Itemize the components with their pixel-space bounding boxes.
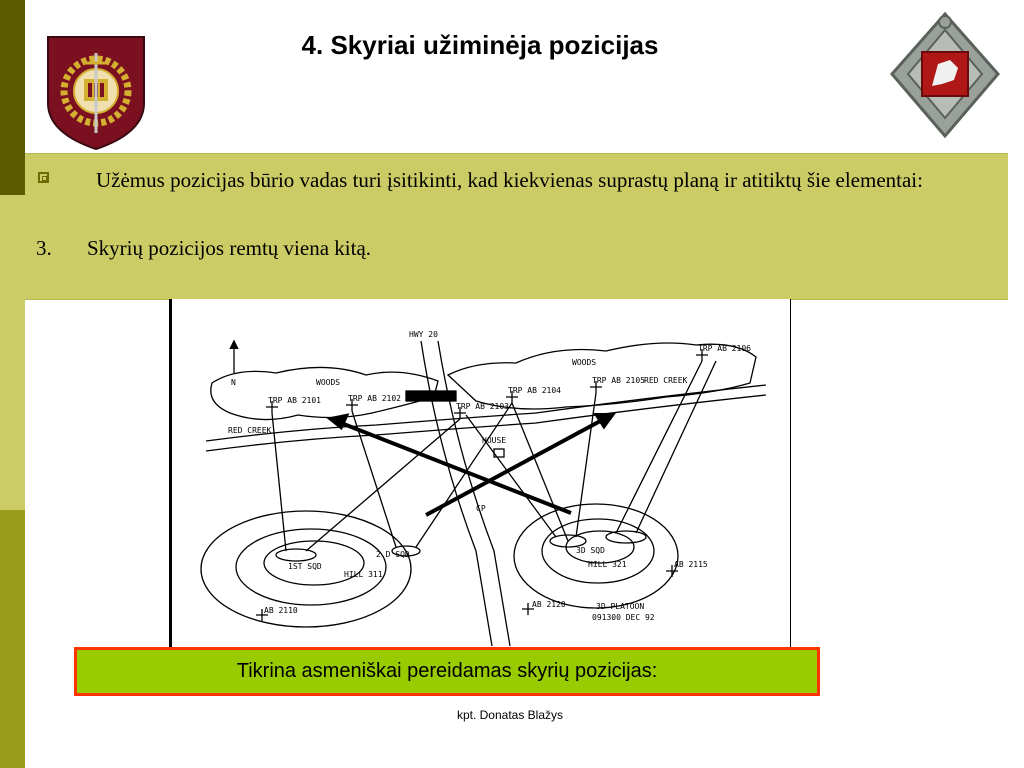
caption-text: Tikrina asmeniškai pereidamas skyrių pozicijas: (236, 660, 658, 682)
slide-title: 4. Skyriai užiminėja pozicijas (301, 30, 659, 60)
caption-box (74, 647, 820, 696)
decor-strip-dark (0, 0, 25, 195)
trp-2103-label: TRP AB 2103 (456, 402, 509, 411)
numbered-item-text: Skyrių pozicijos remtų viena kitą. (87, 236, 372, 260)
trp-2101-label: TRP AB 2101 (268, 396, 321, 405)
numbered-item-index: 3. (36, 236, 52, 260)
hill-321-label: HILL 321 (588, 560, 627, 569)
red-creek-left-label: RED CREEK (228, 426, 272, 435)
red-creek-right-label: RED CREEK (644, 376, 688, 385)
trp-2102-label: TRP AB 2102 (348, 394, 401, 403)
bullet-square-icon (38, 172, 49, 183)
trp-2104-label: TRP AB 2104 (508, 386, 561, 395)
author-footer: kpt. Donatas Blažys (456, 708, 564, 722)
ab-2110-label: AB 2110 (264, 606, 298, 615)
squad-2-label: 2 D SQD (376, 550, 410, 559)
squad-1-label: 1ST SQD (288, 562, 322, 571)
woods-right-label: WOODS (572, 358, 597, 367)
decor-strip-light (0, 195, 25, 510)
trp-2106-label: TRP AB 2106 (698, 344, 751, 353)
platoon-label: 3D PLATOON (596, 602, 645, 611)
bullet-text: Užėmus pozicijas būrio vadas turi įsitikinti, kad kiekvienas suprastų planą ir atitiktų šie elementai: (96, 168, 923, 192)
house-label: HOUSE (482, 436, 507, 445)
woods-left-label: WOODS (316, 378, 341, 387)
tactical-map (169, 299, 791, 648)
squad-3-label: 3D SQD (576, 546, 605, 555)
vytis-badge-emblem (880, 8, 1010, 148)
highway-label: HWY 20 (409, 330, 438, 339)
decor-strip-mid (0, 510, 25, 768)
platoon-dtg-label: 091300 DEC 92 (592, 613, 655, 622)
ab-2120-label: AB 2120 (532, 600, 566, 609)
cp-label: CP (476, 504, 486, 513)
north-label: N (231, 378, 236, 387)
ab-2115-label: AB 2115 (674, 560, 708, 569)
hill-311-label: HILL 311 (344, 570, 383, 579)
trp-2105-label: TRP AB 2105 (592, 376, 645, 385)
military-academy-emblem (44, 33, 148, 151)
